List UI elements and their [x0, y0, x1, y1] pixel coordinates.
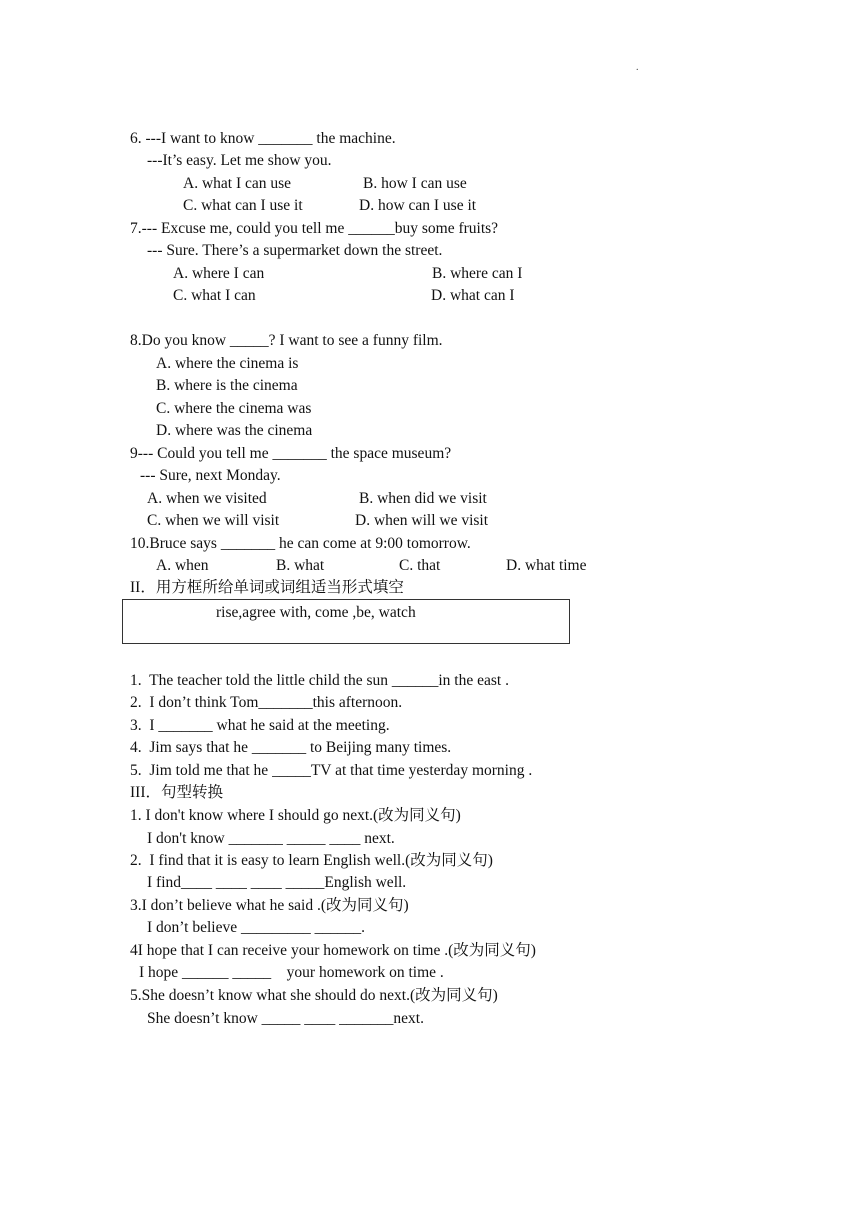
- q8-option-c: C. where the cinema was: [156, 400, 312, 417]
- q7-option-a: A. where I can: [173, 265, 265, 282]
- part3-item-3-original: 3.I don’t believe what he said .(改为同义句): [130, 897, 409, 914]
- q6-option-c: C. what can I use it: [183, 197, 303, 214]
- part3-item-3-rewrite: I don’t believe _________ ______.: [147, 919, 365, 936]
- q9-option-a: A. when we visited: [147, 490, 267, 507]
- part3-heading: III．句型转换: [130, 784, 223, 801]
- part2-item-1: 1. The teacher told the little child the sun ______in the east .: [130, 672, 509, 689]
- part2-item-3: 3. I _______ what he said at the meeting.: [130, 717, 390, 734]
- part2-item-5: 5. Jim told me that he _____TV at that time yesterday morning .: [130, 762, 533, 779]
- q8-option-b: B. where is the cinema: [156, 377, 298, 394]
- q6-reply: ---It’s easy. Let me show you.: [147, 152, 332, 169]
- part2-item-4: 4. Jim says that he _______ to Beijing many times.: [130, 739, 452, 756]
- part3-item-5-original: 5.She doesn’t know what she should do next.(改为同义句): [130, 987, 498, 1004]
- word-box-text: rise,agree with, come ,be, watch: [216, 604, 416, 621]
- part3-item-1-original: 1. I don't know where I should go next.(改为同义句): [130, 807, 461, 824]
- q9-option-d: D. when will we visit: [355, 512, 489, 529]
- q8-option-a: A. where the cinema is: [156, 355, 299, 372]
- part3-item-4-original: 4I hope that I can receive your homework on time .(改为同义句): [130, 942, 536, 959]
- q7-option-b: B. where can I: [432, 265, 523, 282]
- q7-option-c: C. what I can: [173, 287, 256, 304]
- q6-option-d: D. how can I use it: [359, 197, 477, 214]
- q6-option-a: A. what I can use: [183, 175, 292, 192]
- q10-option-b: B. what: [276, 557, 325, 574]
- q8-option-d: D. where was the cinema: [156, 422, 313, 439]
- part3-item-4-rewrite: I hope ______ _____ your homework on time .: [139, 964, 444, 981]
- corner-mark: .: [636, 62, 639, 73]
- part2-item-2: 2. I don’t think Tom_______this afternoon.: [130, 694, 403, 711]
- part3-item-2-rewrite: I find____ ____ ____ _____English well.: [147, 874, 407, 891]
- q9-reply: --- Sure, next Monday.: [140, 467, 281, 484]
- q7-option-d: D. what can I: [431, 287, 515, 304]
- q10-option-c: C. that: [399, 557, 441, 574]
- part2-heading: II．用方框所给单词或词组适当形式填空: [130, 579, 404, 596]
- part3-item-1-rewrite: I don't know _______ _____ ____ next.: [147, 830, 395, 847]
- q6-option-b: B. how I can use: [363, 175, 467, 192]
- part3-item-5-rewrite: She doesn’t know _____ ____ _______next.: [147, 1010, 424, 1027]
- q9-option-c: C. when we will visit: [147, 512, 280, 529]
- q6-stem: 6. ---I want to know _______ the machine.: [130, 130, 396, 147]
- word-box: [122, 599, 570, 644]
- q7-stem: 7.--- Excuse me, could you tell me ______buy some fruits?: [130, 220, 499, 237]
- part3-item-2-original: 2. I find that it is easy to learn English well.(改为同义句): [130, 852, 493, 869]
- q9-option-b: B. when did we visit: [359, 490, 487, 507]
- q8-stem: 8.Do you know _____? I want to see a funny film.: [130, 332, 443, 349]
- q10-option-d: D. what time: [506, 557, 587, 574]
- q10-option-a: A. when: [156, 557, 209, 574]
- q7-reply: --- Sure. There’s a supermarket down the street.: [147, 242, 443, 259]
- q10-stem: 10.Bruce says _______ he can come at 9:00 tomorrow.: [130, 535, 471, 552]
- q9-stem: 9--- Could you tell me _______ the space museum?: [130, 445, 452, 462]
